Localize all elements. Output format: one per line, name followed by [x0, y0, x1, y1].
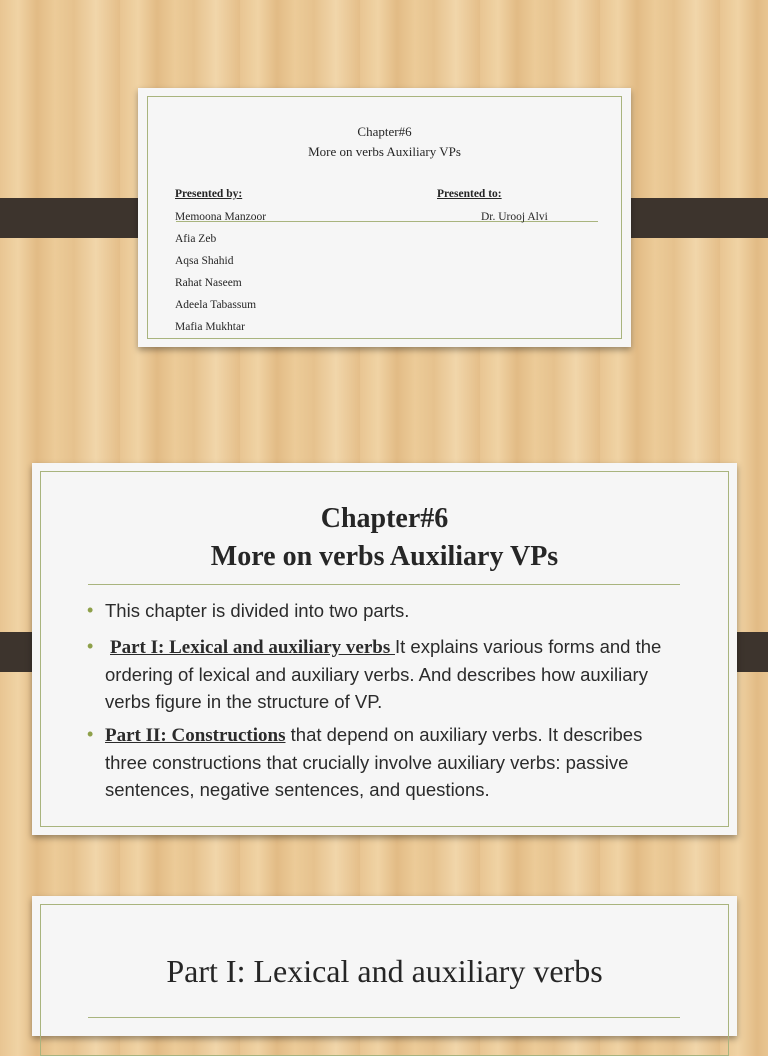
bullet-dot-icon: • — [87, 636, 94, 656]
bullet-item — [87, 633, 677, 715]
recipient-name: Dr. Urooj Alvi — [481, 211, 548, 223]
presenter-name: Adeela Tabassum — [175, 299, 257, 311]
presenter-name: Afia Zeb — [175, 233, 217, 245]
slide-title-line2: More on verbs Auxiliary VPs — [308, 144, 461, 159]
slide-title-line2: More on verbs Auxiliary VPs — [210, 541, 559, 572]
left-tab-1 — [0, 198, 155, 238]
bullet-heading: Part I: Lexical and auxiliary verbs — [110, 637, 395, 658]
bullet-heading: Part II: Constructions — [105, 725, 286, 746]
bullet-dot-icon: • — [87, 600, 94, 620]
slide-title: Part I: Lexical and auxiliary verbs — [166, 953, 603, 989]
slide-title-line1: Chapter#6 — [320, 503, 449, 534]
title-underline-rule — [88, 1017, 680, 1018]
presenter-name: Aqsa Shahid — [175, 255, 234, 267]
title-underline-rule — [88, 584, 680, 585]
slide-overview[interactable] — [32, 463, 737, 835]
presenter-name: Memoona Manzoor — [175, 211, 267, 223]
presenter-name: Rahat Naseem — [175, 277, 242, 289]
presenter-name: Mafia Mukhtar — [175, 321, 245, 333]
bullet-text — [87, 721, 677, 803]
right-tab-1 — [613, 198, 768, 238]
slide-title-line1: Chapter#6 — [357, 124, 412, 139]
bullet-dot-icon: • — [87, 724, 94, 744]
presented-to-label: Presented to: — [437, 188, 502, 200]
bullet-text: This chapter is divided into two parts. — [105, 600, 410, 621]
bullet-body: that depend on auxiliary verbs. It describes three constructions that crucially involve auxiliary verbs: passive sentences, negative sentences, and questions. — [105, 724, 643, 800]
bullet-item — [87, 597, 677, 624]
slide-part-one[interactable] — [32, 896, 737, 1036]
presented-by-label: Presented by: — [175, 188, 243, 200]
bullet-text — [87, 633, 677, 715]
slide-title[interactable] — [138, 88, 631, 347]
bullet-item — [87, 721, 677, 803]
bullet-body: It explains various forms and the ordering of lexical and auxiliary verbs. And describes how auxiliary verbs figure in the structure of VP. — [105, 636, 662, 712]
